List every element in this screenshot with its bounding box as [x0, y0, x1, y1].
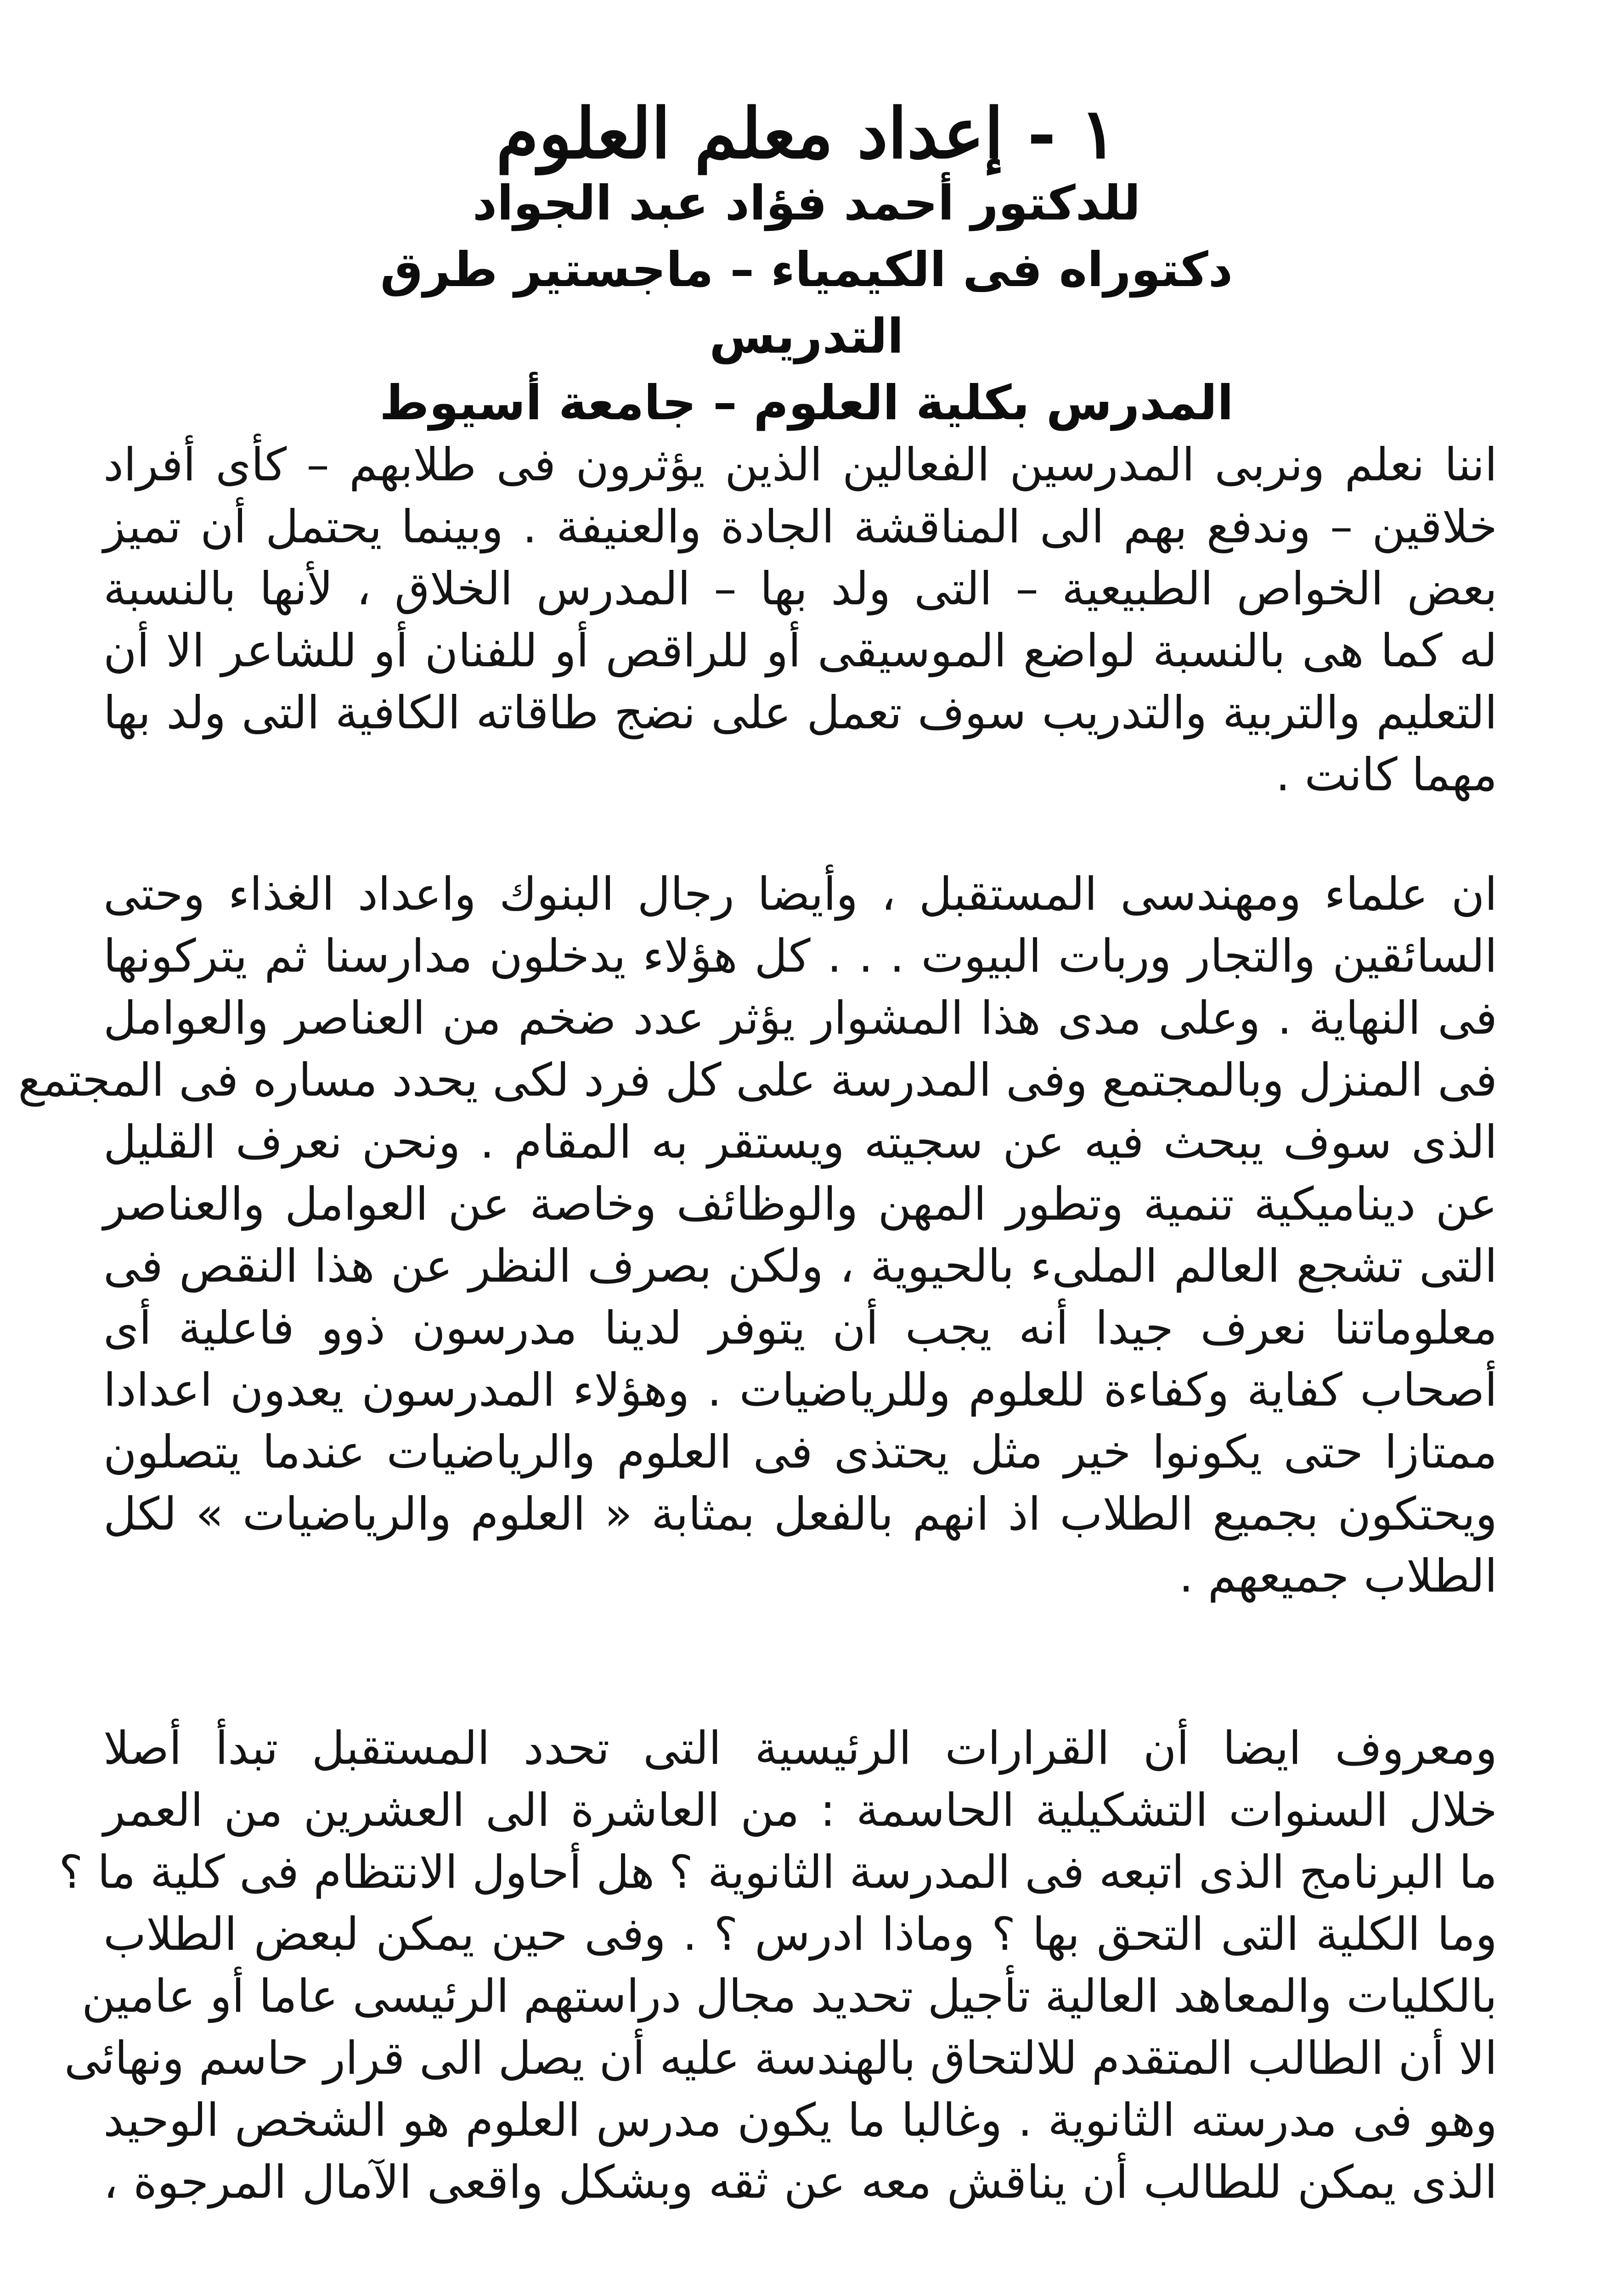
paragraph-line: خلال السنوات التشكيلية الحاسمة : من العاشرة الى العشرين من العمر [103, 1784, 1497, 1837]
article-title: ١ - إعداد معلم العلوم [496, 93, 1117, 174]
paragraph-line: الطلاب جميعهم . [1179, 1550, 1497, 1603]
paragraph-line: بعض الخواص الطبيعية – التى ولد بها – المدرس الخلاق ، لأنها بالنسبة [103, 563, 1497, 615]
paragraph-line: ممتازا حتى يكونوا خير مثل يحتذى فى العلوم والرياضيات عندما يتصلون [103, 1426, 1497, 1479]
paragraph-line: الا أن الطالب المتقدم للالتحاق بالهندسة عليه أن يصل الى قرار حاسم ونهائى [64, 2032, 1497, 2085]
author-block [276, 170, 1337, 436]
paragraph-line: الذى سوف يبحث فيه عن سجيته ويستقر به المقام . ونحن نعرف القليل [103, 1116, 1497, 1169]
paragraph-line: فى المنزل وبالمجتمع وفى المدرسة على كل فرد لكى يحدد مساره فى المجتمع [18, 1054, 1497, 1107]
paragraph-3 [59, 1717, 1497, 2213]
author-position: المدرس بكلية العلوم – جامعة أسيوط [379, 375, 1234, 431]
author-name: للدكتور أحمد فؤاد عبد الجواد [472, 175, 1141, 231]
paragraph-line: عن ديناميكية تنمية وتطور المهن والوظائف وخاصة عن العوامل والعناصر [103, 1178, 1497, 1231]
paragraph-line: الذى يمكن للطالب أن يناقش معه عن ثقه وبشكل واقعى الآمال المرجوة ، [103, 2156, 1497, 2209]
paragraph-line: ويحتكون بجميع الطلاب اذ انهم بالفعل بمثابة « العلوم والرياضيات » لكل [103, 1488, 1497, 1541]
paragraph-line: اننا نعلم ونربى المدرسين الفعالين الذين يؤثرون فى طلابهم – كأى أفراد [103, 439, 1497, 491]
paragraph-line: بالكليات والمعاهد العالية تأجيل تحديد مجال دراستهم الرئيسى عاما أو عامين [81, 1970, 1497, 2023]
paragraph-line: وما الكلية التى التحق بها ؟ وماذا ادرس ؟ . وفى حين يمكن لبعض الطلاب [103, 1908, 1497, 1961]
paragraph-2 [18, 863, 1497, 1607]
paragraph-line: السائقين والتجار وربات البيوت . . . كل هؤلاء يدخلون مدارسنا ثم يتركونها [103, 930, 1497, 983]
paragraph-line: ان علماء ومهندسى المستقبل ، وأيضا رجال البنوك واعداد الغذاء وحتى [103, 868, 1497, 921]
paragraph-line: ما البرنامج الذى اتبعه فى المدرسة الثانوية ؟ هل أحاول الانتظام فى كلية ما ؟ [59, 1846, 1497, 1899]
paragraph-1 [103, 434, 1497, 806]
author-degrees: دكتوراه فى الكيمياء – ماجستير طرق التدريس [380, 242, 1233, 364]
paragraph-line: أصحاب كفاية وكفاءة للعلوم وللرياضيات . وهؤلاء المدرسون يعدون اعدادا [103, 1364, 1497, 1417]
paragraph-line: فى النهاية . وعلى مدى هذا المشوار يؤثر عدد ضخم من العناصر والعوامل [103, 992, 1497, 1045]
paragraph-line: له كما هى بالنسبة لواضع الموسيقى أو للراقص أو للفنان أو للشاعر الا أن [103, 625, 1497, 677]
paragraph-line: معلوماتنا نعرف جيدا أنه يجب أن يتوفر لدينا مدرسون ذوو فاعلية أى [103, 1302, 1497, 1355]
paragraph-line: وهو فى مدرسته الثانوية . وغالبا ما يكون مدرس العلوم هو الشخص الوحيد [103, 2094, 1497, 2147]
paragraph-line: ومعروف ايضا أن القرارات الرئيسية التى تحدد المستقبل تبدأ أصلا [103, 1722, 1497, 1775]
paragraph-line: التى تشجع العالم الملىء بالحيوية ، ولكن بصرف النظر عن هذا النقص فى [103, 1240, 1497, 1293]
paragraph-line: التعليم والتربية والتدريب سوف تعمل على نضج طاقاته الكافية التى ولد بها [103, 687, 1497, 739]
paragraph-line: خلاقين – وندفع بهم الى المناقشة الجادة والعنيفة . وبينما يحتمل أن تميز [103, 501, 1497, 553]
paragraph-line: مهما كانت . [1275, 748, 1497, 801]
